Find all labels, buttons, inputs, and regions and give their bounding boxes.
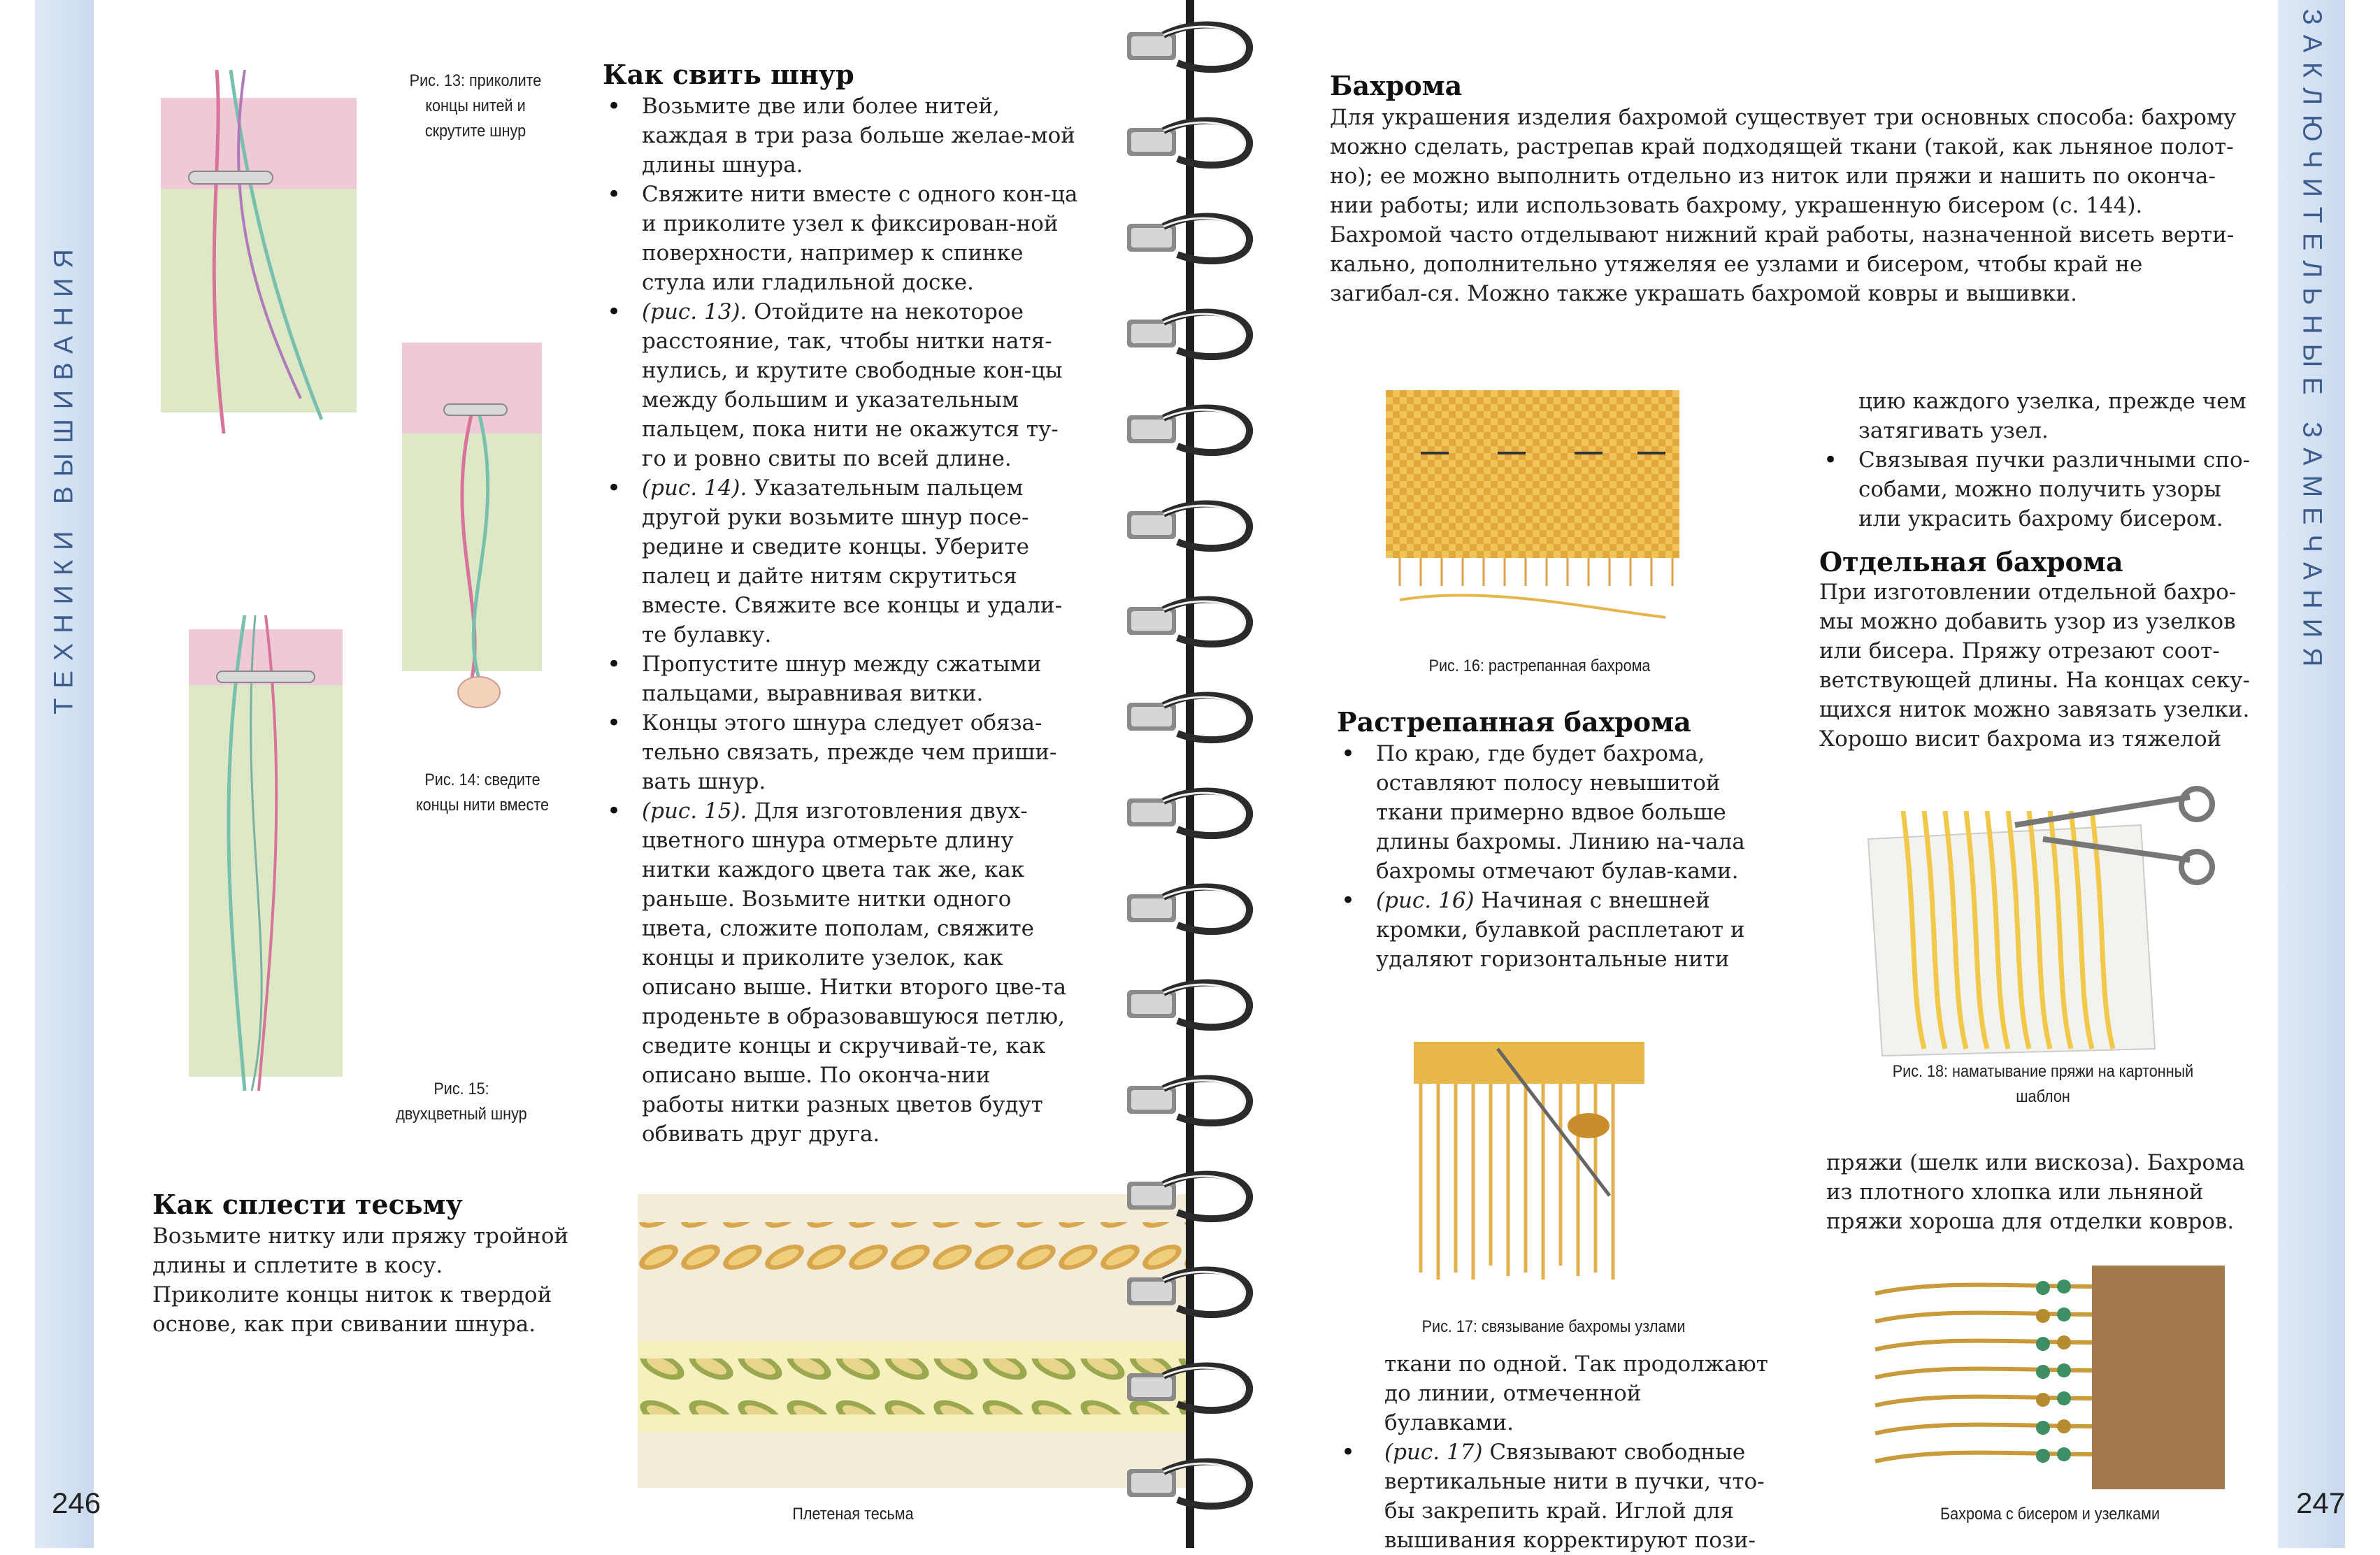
cord-bullet (603, 92, 1078, 180)
fig13-illustration (161, 70, 364, 433)
left-section-tab (35, 0, 94, 1548)
fringe-text: Для украшения изделия бахромой существует три основных способа: бахрому можно сделать, растрепав край подходящей ткани (такой, как льняное полот-но); ее можно выполнить отдельно из ниток или пряжи и нашить по оконча-нии работы; или использовать бахрому, украшенную бисером (с. 144). Бахромой часто отделывают нижний край работы, назначенной висеть верти-кально, дополнительно утяжеляя ее узлами и бисером, чтобы край не загибал-ся. Можно также украшать бахромой ковры и вышивки. (1330, 105, 2237, 306)
column-three (1819, 387, 2253, 754)
braid-section (152, 1189, 572, 1339)
fig18-caption-line2: шаблон (2016, 1087, 2070, 1106)
cord-bullet (603, 180, 1078, 297)
spiral-coil (1121, 589, 1261, 656)
figure-reference: (рис. 15). (642, 798, 747, 824)
beads-caption: Бахрома с бисером и узелками (1940, 1505, 2160, 1524)
spiral-coil (1121, 876, 1261, 943)
cord-bullet-text: Возьмите две или более нитей, каждая в три раза больше желае-мой длины шнура. (642, 94, 1075, 178)
braid-text: Возьмите нитку или пряжу тройной длины и сплетите в косу. Приколите концы ниток к твердой основе, как при свивании шнура. (152, 1224, 569, 1337)
right-section-title: ЗАКЛЮЧИТЕЛЬНЫЕ ЗАМЕЧАНИЯ (2297, 8, 2327, 677)
fringe-section (1330, 70, 2239, 308)
fig16-caption: Рис. 16: растрепанная бахрома (1428, 657, 1651, 675)
cord-bullet-text: Для изготовления двух-цветного шнура отмерьте длину нитки каждого цвета так же, как раньше. Возьмите нитки одного цвета, сложите пополам, свяжите концы и приколите узелок, как описано выше. Нитки второго цве-та проденьте в образовавшуюся петлю, сведите концы и скручивай-те, как описано выше. По оконча-нии работы нитки разных цветов будут обвивать друг друга. (642, 798, 1067, 1147)
braid-photo (638, 1194, 1190, 1488)
frayed-heading: Растрепанная бахрома (1337, 706, 1691, 738)
left-page-number: 246 (52, 1486, 101, 1519)
cord-bullet (603, 473, 1078, 650)
frayed-bullet-text: Начиная с внешней кромки, булавкой расплетают и удаляют горизонтальные нити (1376, 888, 1745, 972)
spiral-coil (1121, 1068, 1261, 1135)
fig13-caption-line2: концы нитей и (425, 96, 526, 115)
frayed-bullet (1337, 739, 1770, 886)
fig14-caption (388, 768, 577, 818)
cord-bullet-text: Свяжите нити вместе с одного кон-ца и приколите узел к фиксирован-ной поверхности, например к спинке стула или гладильной доске. (642, 182, 1078, 295)
figure-reference: (рис. 13). (642, 299, 747, 324)
cord-heading: Как свить шнур (603, 59, 854, 90)
fig15-caption (367, 1077, 556, 1127)
fig16-illustration (1372, 376, 1700, 628)
fig15-illustration (189, 615, 343, 1091)
spiral-coil (1121, 301, 1261, 368)
spiral-coil (1121, 1259, 1261, 1326)
figure-reference: (рис. 14). (642, 475, 747, 501)
col3-bullets (1819, 445, 2253, 533)
col3-bullet-text: Связывая пучки различными спо-собами, можно получить узоры или украсить бахрому бисером. (1858, 447, 2251, 531)
cord-bullets (603, 92, 1078, 1149)
fig17-caption: Рис. 17: связывание бахромы узлами (1421, 1317, 1686, 1336)
frayed-bullet-text: Связывают свободные вертикальные нити в пучки, что-бы закрепить край. Иглой для вышивания корректируют пози- (1384, 1440, 1765, 1553)
fig14-caption-line1: Рис. 14: сведите (424, 771, 540, 789)
beaded-fringe-photo (1868, 1259, 2232, 1496)
cord-bullet-text: Указательным пальцем другой руки возьмите шнур посе-редине и сведите концы. Уберите палец и дайте нитям скрутиться вместе. Свяжите все концы и удали-те булавку. (642, 475, 1063, 647)
right-page-number: 247 (2296, 1486, 2346, 1519)
col3-bullet (1819, 445, 2253, 533)
fringe-heading: Бахрома (1330, 70, 1463, 101)
spiral-coil (1121, 206, 1261, 273)
spiral-coil (1121, 1163, 1261, 1231)
cord-bullet-text: Пропустите шнур между сжатыми пальцами, выравнивая витки. (642, 652, 1042, 706)
spiral-coil (1121, 685, 1261, 752)
separate-fringe-heading: Отдельная бахрома (1819, 546, 2123, 578)
spiral-coil (1121, 14, 1261, 81)
fig13-caption-line1: Рис. 13: приколите (409, 71, 542, 90)
frayed-section (1337, 706, 1770, 974)
fig18-illustration (1861, 783, 2225, 1063)
frayed-bullets-2 (1337, 1438, 1770, 1555)
fig15-caption-line1: Рис. 15: (433, 1080, 489, 1098)
spiral-coil (1121, 493, 1261, 560)
fig18-caption-line1: Рис. 18: наматывание пряжи на картонный (1892, 1062, 2194, 1081)
col3-continued-text: цию каждого узелка, прежде чем затягивать узел. (1858, 389, 2246, 443)
spiral-coil (1121, 1451, 1261, 1518)
figure-reference: (рис. 16) (1376, 888, 1475, 913)
spiral-coil (1121, 972, 1261, 1039)
cord-bullet (603, 796, 1078, 1149)
col3-after-fig18 (1826, 1148, 2246, 1236)
fig13-caption (381, 69, 570, 144)
braid-heading: Как сплести тесьму (152, 1189, 463, 1220)
cord-bullet (603, 708, 1078, 796)
braid-caption: Плетеная тесьма (792, 1505, 914, 1524)
fig15-caption-line2: двухцветный шнур (396, 1105, 527, 1124)
left-section-title: ТЕХНИКИ ВЫШИВАНИЯ (49, 239, 79, 715)
frayed-bullet (1337, 886, 1770, 974)
cord-section (603, 59, 1078, 1149)
fig18-caption (1842, 1059, 2244, 1110)
spiral-coil (1121, 1355, 1261, 1422)
frayed-continued-text: ткани по одной. Так продолжают до линии, отмеченной булавками. (1384, 1352, 1768, 1435)
frayed-continued (1337, 1349, 1770, 1555)
frayed-bullet-text: По краю, где будет бахрома, оставляют полосу невышитой ткани примерно вдвое больше длины бахромы. Линию на-чала бахромы отмечают булав-ками. (1376, 741, 1745, 884)
fig13-caption-line3: скрутите шнур (424, 122, 526, 141)
fig14-caption-line2: концы нити вместе (415, 796, 550, 815)
fig17-illustration (1379, 1035, 1665, 1287)
frayed-bullet (1337, 1438, 1770, 1555)
cord-bullet (603, 650, 1078, 708)
spiral-binding (1121, 0, 1261, 1548)
cord-bullet (603, 297, 1078, 473)
frayed-bullets (1337, 739, 1770, 974)
figure-reference: (рис. 17) (1384, 1440, 1483, 1465)
spiral-coil (1121, 780, 1261, 847)
col3-after-fig18-text: пряжи (шелк или вискоза). Бахрома из плотного хлопка или льняной пряжи хороша для отделки ковров. (1826, 1150, 2245, 1234)
spiral-coil (1121, 110, 1261, 177)
spiral-coil (1121, 397, 1261, 464)
cord-bullet-text: Отойдите на некоторое расстояние, так, чтобы нитки натя-нулись, и крутите свободные кон-цы между большим и указательным пальцем, пока нити не окажутся ту-го и ровно свиты по всей длине. (642, 299, 1063, 471)
cord-bullet-text: Концы этого шнура следует обяза-тельно связать, прежде чем приши-вать шнур. (642, 710, 1057, 794)
fig14-illustration (402, 343, 542, 734)
separate-fringe-text: При изготовлении отдельной бахро-мы можно добавить узор из узелков или бисера. Пряжу отрезают соот-ветствующей длины. На концах секу-щихся ниток можно завязать узелки. Хорошо висит бахрома из тяжелой (1819, 580, 2250, 752)
